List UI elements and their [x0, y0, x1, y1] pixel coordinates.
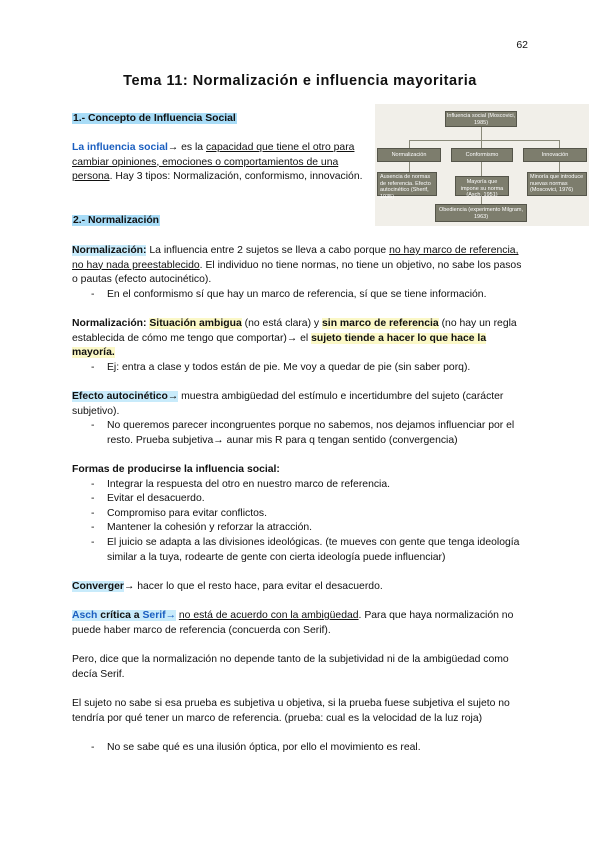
- sujeto-paragraph: El sujeto no sabe si esa prueba es subjetiva u objetiva, si la prueba fuese subjetiva el sujeto no tendría por qué tener un marco de referencia. (prueba: cual es la velocidad de la luz roja): [72, 698, 510, 724]
- section-1-paragraph: La influencia social→ es la capacidad que tiene el otro para cambiar opiniones, emociones o comportamientos de una persona. Hay 3 tipos: Normalización, conformismo, innovación.: [72, 142, 363, 183]
- last-bullet-block: [72, 741, 528, 756]
- list-item: - El juicio se adapta a las divisiones ideológicas. (te mueves con gente que tenga ideología similar a la tuya, rodearte de gente con cierta ideología puede influenciar): [72, 536, 528, 565]
- list-item: - Compromiso para evitar conflictos.: [72, 507, 528, 522]
- efecto-autocinetico-paragraph: Efecto autocinético→ muestra ambigüedad del estímulo e incertidumbre del sujeto (carácter subjetivo). - No queremos parecer incongruentes porque no sabemos, nos dejamos influenciar por el resto. Prueba subjetiva→ aunar mis R para q tengan sentido (convergencia): [72, 390, 528, 448]
- bullet-item: - No queremos parecer incongruentes porque no sabemos, nos dejamos influenciar por el resto. Prueba subjetiva→ aunar mis R para q tengan sentido (convergencia): [72, 419, 528, 448]
- formas-list-block: [72, 463, 528, 565]
- list-item: - Evitar el desacuerdo.: [72, 492, 528, 507]
- normalizacion-paragraph-2: Normalización: Situación ambigua (no está clara) y sin marco de referencia (no hay un regla establecida de cómo me tengo que comportar)→ el sujeto tiende a hacer lo que hace la mayoría. - Ej: entra a clase y todos están de pie. Me voy a quedar de pie (sin saber porq).: [72, 317, 528, 375]
- diagram-sub-mid: Mayoría que impone su norma (Asch, 1951): [455, 176, 509, 196]
- converger-paragraph: Converger→ hacer lo que el resto hace, para evitar el desacuerdo.: [72, 581, 383, 592]
- diagram-top-box: Influencia social (Moscovici, 1985): [446, 113, 516, 126]
- diagram-sub-left: Ausencia de normas de referencia. Efecto autocinético (Sherif, 1935): [377, 172, 437, 196]
- pero-paragraph: Pero, dice que la normalización no depende tanto de la subjetividad ni de la ambigüedad como decía Serif.: [72, 654, 509, 680]
- section-2-heading: 2.- Normalización: [73, 215, 160, 226]
- diagram-branch-innovacion: Innovación: [523, 148, 587, 162]
- page-number: 62: [516, 39, 528, 51]
- section-1-heading: 1.- Concepto de Influencia Social: [73, 113, 236, 124]
- list-item: - Integrar la respuesta del otro en nuestro marco de referencia.: [72, 478, 528, 493]
- diagram-branch-normalizacion: Normalización: [377, 148, 441, 162]
- normalizacion-paragraph-1: Normalización: La influencia entre 2 sujetos se lleva a cabo porque no hay marco de referencia, no hay nada preestablecido. El individuo no tiene normas, no tiene un objetivo, no sabe los pasos o pautas (efecto autocinético). - En el conformismo sí que hay un marco de referencia, sí que se tiene información.: [72, 244, 528, 302]
- asch-paragraph: Asch crítica a Serif→ no está de acuerdo con la ambigüedad. Para que haya normalización no puede haber marco de referencia (concuerda con Serif).: [72, 610, 514, 636]
- list-item: - Mantener la cohesión y reforzar la atracción.: [72, 521, 528, 536]
- formas-heading: Formas de producirse la influencia social:: [72, 464, 280, 475]
- diagram-branch-conformismo: Conformismo: [451, 148, 513, 162]
- influence-diagram: [375, 104, 589, 226]
- bullet-item: - En el conformismo sí que hay un marco de referencia, sí que se tiene información.: [72, 288, 528, 303]
- page-title: Tema 11: Normalización e influencia mayoritaria: [123, 73, 477, 89]
- diagram-bottom-box: Obediencia (experimento Milgram, 1963): [435, 204, 527, 222]
- bullet-item: - No se sabe qué es una ilusión óptica, por ello el movimiento es real.: [72, 741, 528, 756]
- diagram-sub-right: Minoría que introduce nuevas normas (Moscovici, 1976): [527, 172, 587, 196]
- bullet-item: - Ej: entra a clase y todos están de pie. Me voy a quedar de pie (sin saber porq).: [72, 361, 528, 376]
